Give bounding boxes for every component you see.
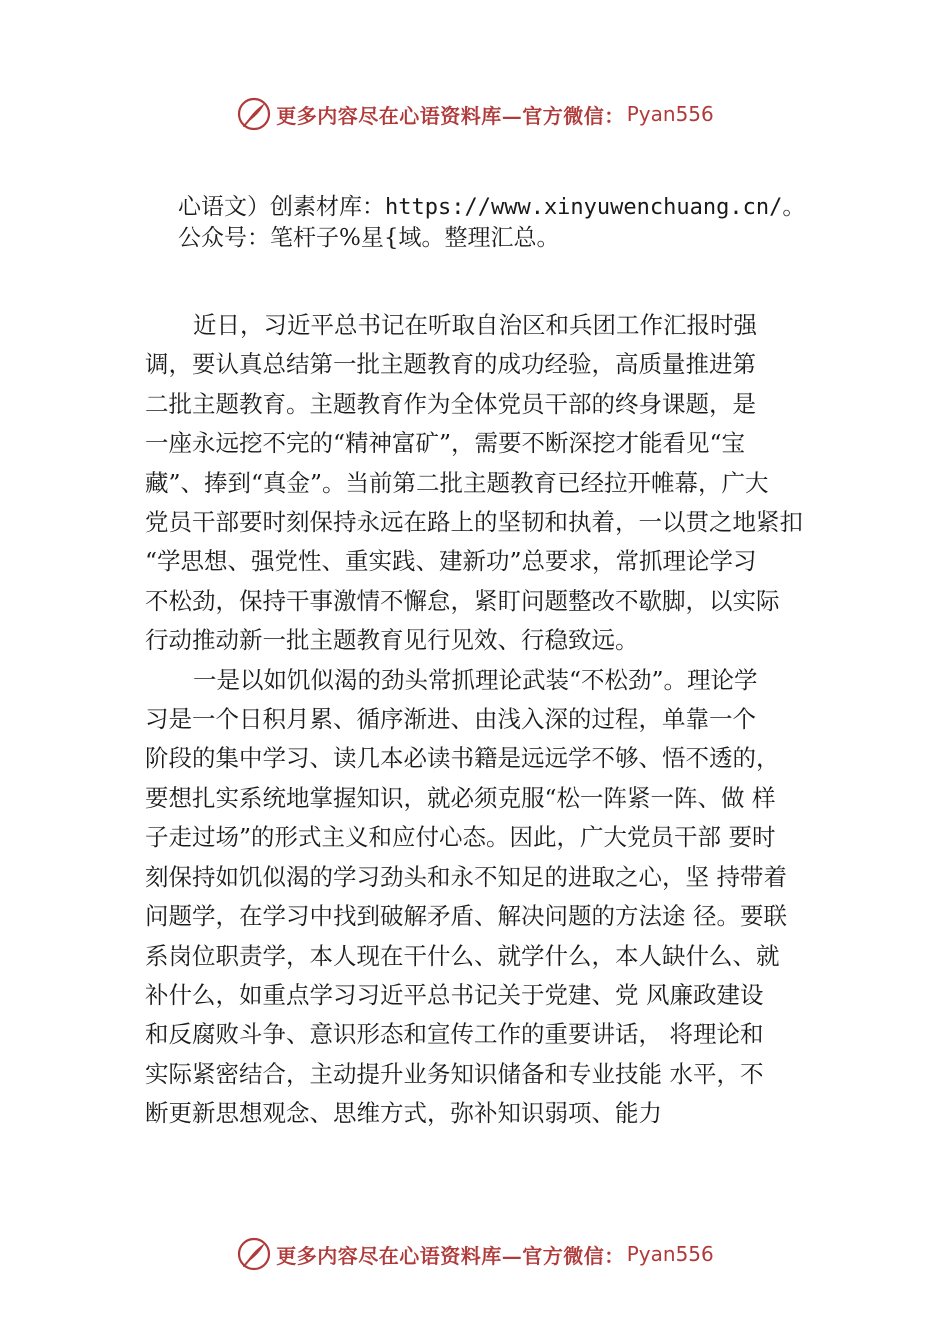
text-line: 一座永远挖不完的“精神富矿”，需要不断深挖才能看见“宝	[145, 429, 746, 458]
feather-pen-logo-icon	[236, 1236, 272, 1272]
source-url: https://www.xinyuwenchuang.cn/	[385, 195, 783, 220]
banner-text: 更多内容尽在心语资料库—官方微信：	[276, 103, 625, 128]
banner-wechat-handle: Pyan556	[626, 1242, 714, 1266]
text-line: 补什么，如重点学习习近平总书记关于党建、党 风廉政建设	[145, 980, 764, 1009]
text-line: 断更新思想观念、思维方式，弥补知识弱项、能力	[145, 1099, 662, 1128]
text-line: 和反腐败斗争、意识形态和宣传工作的重要讲话， 将理论和	[145, 1020, 764, 1049]
paragraph-point-one	[145, 661, 830, 1134]
article-body	[145, 306, 830, 1134]
text-line: 实际紧密结合，主动提升业务知识储备和专业技能 水平，不	[145, 1059, 764, 1088]
text-line: 调，要认真总结第一批主题教育的成功经验，高质量推进第	[145, 350, 756, 379]
text-line: 近日，习近平总书记在听取自治区和兵团工作汇报时强	[193, 311, 757, 339]
text-line: 阶段的集中学习、读几本必读书籍是远远学不够、悟不透的，	[145, 744, 780, 773]
source-suffix: 。	[782, 194, 806, 220]
banner-wechat-handle: Pyan556	[626, 102, 714, 126]
text-line: 党员干部要时刻保持永远在路上的坚韧和执着，一以贯之地紧扣	[145, 508, 803, 537]
text-line: 一是以如饥似渴的劲头常抓理论武装“不松劲”。理论学	[193, 665, 758, 694]
text-line: “学思想、强党性、重实践、建新功”总要求，常抓理论学习	[145, 547, 757, 576]
banner-text: 更多内容尽在心语资料库—官方微信：	[276, 1243, 625, 1268]
text-line: 要想扎实系统地掌握知识，就必须克服“松一阵紧一阵、做 样	[145, 783, 776, 812]
source-label: 心语文）创素材库：	[178, 194, 385, 220]
text-line: 藏”、捧到“真金”。当前第二批主题教育已经拉开帷幕，广大	[145, 468, 769, 497]
source-line-1	[178, 192, 878, 223]
text-line: 子走过场”的形式主义和应付心态。因此，广大党员干部 要时	[145, 823, 776, 852]
feather-pen-logo-icon	[236, 96, 272, 132]
footer-watermark-banner	[0, 1234, 950, 1274]
text-line: 行动推动新一批主题教育见行见效、行稳致远。	[145, 626, 639, 655]
text-line: 习是一个日积月累、循序渐进、由浅入深的过程，单靠一个	[145, 705, 756, 734]
header-watermark-banner	[0, 94, 950, 134]
text-line: 二批主题教育。主题教育作为全体党员干部的终身课题，是	[145, 389, 756, 418]
paragraph-intro	[145, 306, 830, 661]
source-header	[178, 192, 878, 253]
source-line-2: 公众号：笔杆子%星{域。整理汇总。	[178, 225, 560, 251]
text-line: 问题学，在学习中找到破解矛盾、解决问题的方法途 径。要联	[145, 902, 787, 931]
text-line: 系岗位职责学，本人现在干什么、就学什么，本人缺什么、就	[145, 941, 780, 970]
text-line: 不松劲，保持干事激情不懈怠，紧盯问题整改不歇脚，以实际	[145, 586, 780, 615]
text-line: 刻保持如饥似渴的学习劲头和永不知足的进取之心，坚 持带着	[145, 862, 787, 891]
